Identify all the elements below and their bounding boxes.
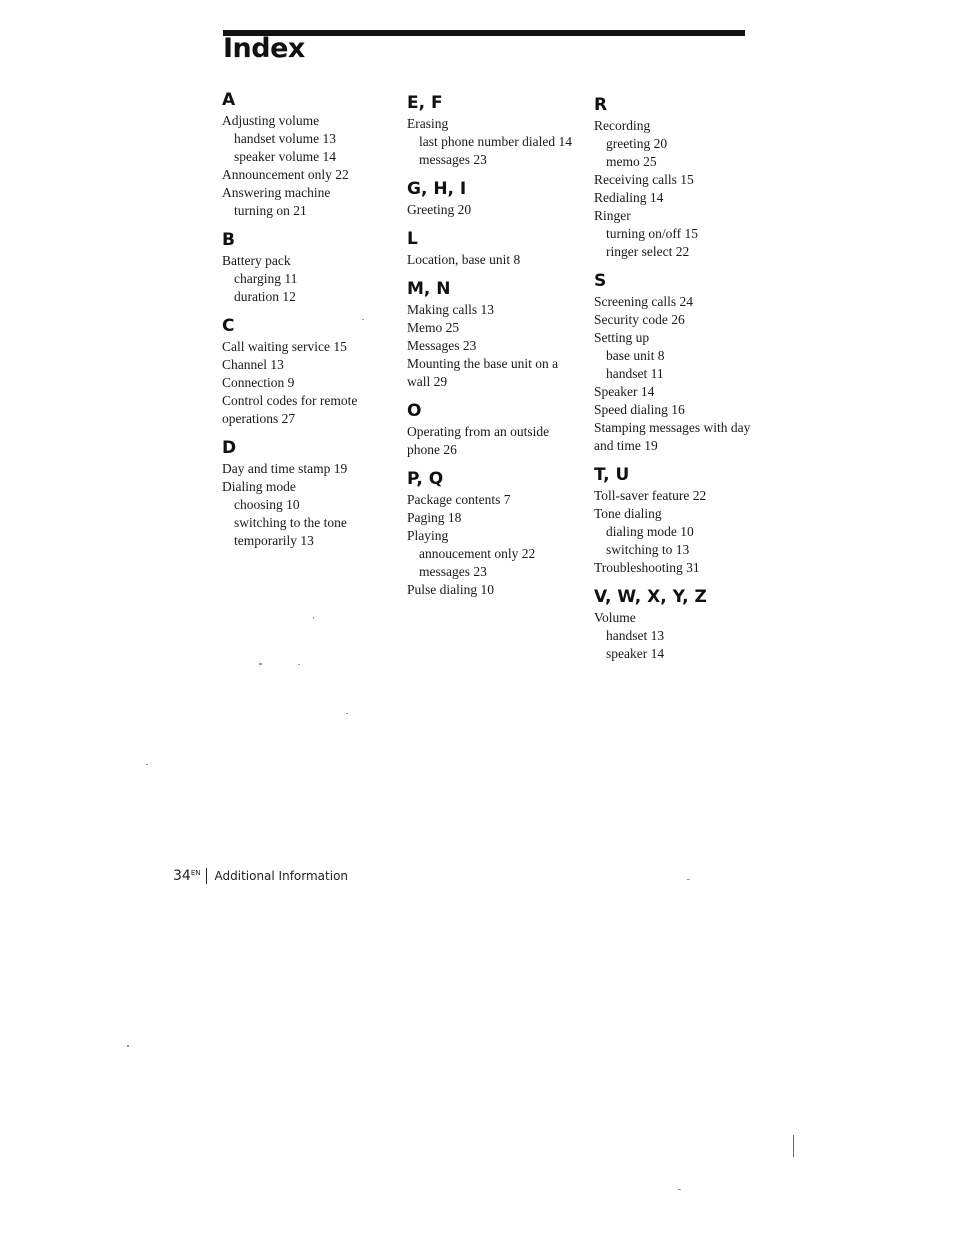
index-entry [592,505,767,559]
entry-term: Package contents 7 [407,492,511,507]
index-section [405,279,580,391]
index-section [592,271,767,455]
index-section [405,179,580,219]
index-entry [405,527,580,581]
entry-term: Answering machine [222,185,331,200]
index-section [220,230,395,306]
entry-term: Redialing 14 [594,190,664,205]
entry-term: Announcement only 22 [222,167,349,182]
entry-term: Toll-saver feature 22 [594,488,707,503]
entry-term: Day and time stamp 19 [222,461,348,476]
page-number: 34 [173,868,191,884]
section-heading: O [407,401,422,421]
entry-term: Making calls 13 [407,302,494,317]
index-entry [405,491,580,509]
entry-term: Setting up [594,330,650,345]
entry-term: Battery pack [222,253,291,268]
section-heading: T, U [594,465,630,485]
index-entry [592,609,767,663]
index-column-3 [592,95,767,673]
entry-subterm: dialing mode 10 [606,524,694,539]
entry-term: Call waiting service 15 [222,339,347,354]
index-entry [405,251,580,269]
section-heading: M, N [407,279,451,299]
entry-term: Recording [594,118,651,133]
entry-term: Pulse dialing 10 [407,582,494,597]
index-entry [220,252,395,306]
entry-subterm: switching to the tone temporarily 13 [234,515,347,548]
entry-term: Location, base unit 8 [407,252,521,267]
entry-subterm: switching to 13 [606,542,690,557]
index-entry [220,392,395,428]
entry-term: Speaker 14 [594,384,655,399]
scan-speck [127,1045,129,1047]
index-entry [405,301,580,319]
index-section [405,229,580,269]
section-heading: L [407,229,418,249]
index-section [220,90,395,220]
entry-term: Security code 26 [594,312,685,327]
index-entry [220,112,395,166]
entry-term: Operating from an outside phone 26 [407,424,550,457]
section-heading: R [594,95,608,115]
index-section [220,438,395,550]
index-section [405,93,580,169]
entry-term: Ringer [594,208,631,223]
scan-speck [362,319,364,320]
entry-subterm: speaker 14 [606,646,665,661]
entry-subterm: memo 25 [606,154,657,169]
index-entry [220,166,395,184]
section-heading: S [594,271,607,291]
page-suffix: EN [190,869,201,877]
scan-speck [687,879,690,880]
entry-term: Channel 13 [222,357,284,372]
page-title: Index [223,33,305,64]
entry-subterm: messages 23 [419,152,487,167]
index-entry [405,581,580,599]
section-heading: D [222,438,237,458]
entry-term: Paging 18 [407,510,462,525]
index-entry [592,117,767,171]
index-section [592,95,767,261]
index-entry [592,383,767,401]
index-entry [220,478,395,550]
entry-subterm: last phone number dialed 14 [419,134,572,149]
entry-term: Erasing [407,116,449,131]
entry-subterm: handset 13 [606,628,665,643]
index-entry [405,337,580,355]
scan-speck [678,1189,681,1190]
index-entry [405,115,580,169]
entry-subterm: speaker volume 14 [234,149,336,164]
index-section [592,465,767,577]
entry-term: Playing [407,528,449,543]
index-entry [220,374,395,392]
index-entry [592,293,767,311]
index-column-2 [405,93,580,609]
section-heading: V, W, X, Y, Z [594,587,707,607]
entry-term: Volume [594,610,636,625]
section-heading: G, H, I [407,179,467,199]
index-entry [220,184,395,220]
index-column-1 [220,90,395,560]
entry-subterm: annoucement only 22 [419,546,536,561]
scan-speck [298,664,300,665]
scan-speck [259,663,262,665]
index-entry [592,329,767,383]
entry-subterm: handset 11 [606,366,664,381]
index-entry [220,356,395,374]
index-entry [592,487,767,505]
scan-speck [313,617,314,619]
entry-subterm: turning on/off 15 [606,226,698,241]
index-section [592,587,767,663]
index-entry [405,423,580,459]
section-heading: A [222,90,236,110]
section-heading: C [222,316,235,336]
index-entry [592,401,767,419]
scan-speck [793,1135,794,1157]
index-entry [405,355,580,391]
index-entry [220,338,395,356]
index-entry [405,201,580,219]
index-section [405,401,580,459]
section-heading: B [222,230,235,250]
scan-speck [146,764,148,765]
entry-term: Receiving calls 15 [594,172,694,187]
index-entry [405,509,580,527]
entry-subterm: messages 23 [419,564,487,579]
footer-divider [206,868,207,884]
index-entry [405,319,580,337]
entry-term: Screening calls 24 [594,294,693,309]
entry-term: Messages 23 [407,338,477,353]
index-entry [592,171,767,189]
entry-subterm: turning on 21 [234,203,307,218]
entry-subterm: duration 12 [234,289,296,304]
entry-term: Greeting 20 [407,202,472,217]
index-entry [220,460,395,478]
section-heading: P, Q [407,469,444,489]
footer-section-name: Additional Information [214,869,349,883]
entry-term: Dialing mode [222,479,296,494]
entry-term: Connection 9 [222,375,295,390]
entry-term: Troubleshooting 31 [594,560,700,575]
entry-subterm: ringer select 22 [606,244,690,259]
scan-speck [346,713,348,714]
entry-term: Speed dialing 16 [594,402,685,417]
entry-subterm: charging 11 [234,271,298,286]
entry-term: Tone dialing [594,506,662,521]
index-entry [592,189,767,207]
entry-term: Stamping messages with day and time 19 [594,420,751,453]
entry-subterm: base unit 8 [606,348,665,363]
entry-term: Adjusting volume [222,113,320,128]
entry-term: Control codes for remote operations 27 [222,393,358,426]
entry-term: Mounting the base unit on a wall 29 [407,356,559,389]
entry-subterm: choosing 10 [234,497,300,512]
index-entry [592,559,767,577]
index-entry [592,419,767,455]
index-section [405,469,580,599]
entry-subterm: handset volume 13 [234,131,336,146]
entry-subterm: greeting 20 [606,136,668,151]
index-entry [592,207,767,261]
index-section [220,316,395,428]
entry-term: Memo 25 [407,320,460,335]
section-heading: E, F [407,93,443,113]
index-entry [592,311,767,329]
page-footer [173,868,348,884]
